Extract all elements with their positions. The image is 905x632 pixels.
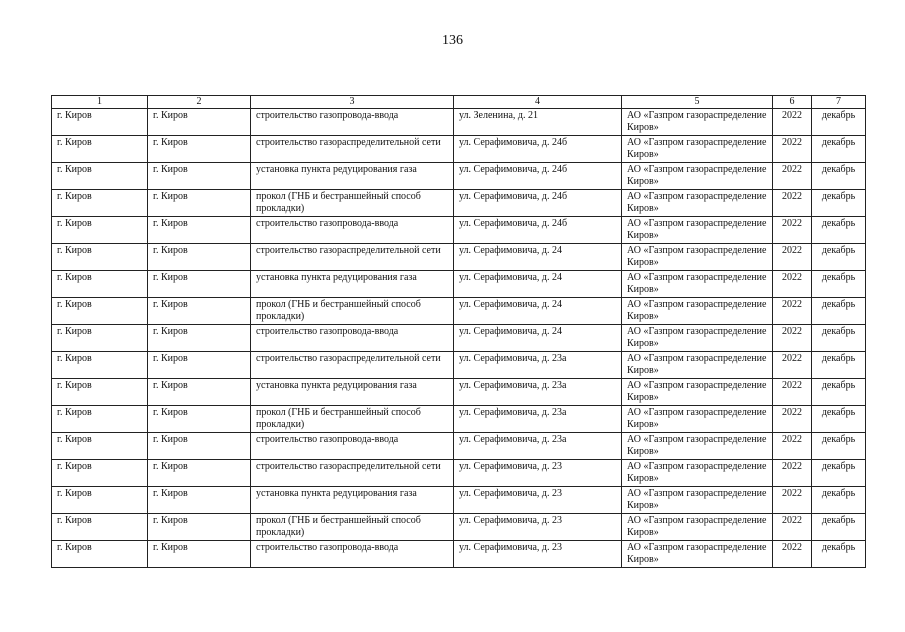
year-cell: 2022 — [773, 433, 812, 460]
month-cell: декабрь — [812, 217, 866, 244]
year-cell: 2022 — [773, 325, 812, 352]
address-cell: ул. Серафимовича, д. 23 — [454, 541, 622, 568]
column-header: 4 — [454, 96, 622, 109]
work-type-cell: строительство газораспределительной сети — [251, 136, 454, 163]
city-cell: г. Киров — [52, 244, 148, 271]
month-cell: декабрь — [812, 109, 866, 136]
settlement-cell: г. Киров — [148, 460, 251, 487]
year-cell: 2022 — [773, 406, 812, 433]
table-row — [52, 514, 866, 541]
address-cell: ул. Серафимовича, д. 24б — [454, 136, 622, 163]
table-body — [52, 109, 866, 568]
year-cell: 2022 — [773, 514, 812, 541]
year-cell: 2022 — [773, 217, 812, 244]
organization-cell: АО «Газпром газораспределение Киров» — [622, 163, 773, 190]
address-cell: ул. Серафимовича, д. 24 — [454, 325, 622, 352]
organization-cell: АО «Газпром газораспределение Киров» — [622, 325, 773, 352]
table-row — [52, 298, 866, 325]
city-cell: г. Киров — [52, 109, 148, 136]
city-cell: г. Киров — [52, 460, 148, 487]
work-type-cell: прокол (ГНБ и бестраншейный способ прокладки) — [251, 298, 454, 325]
city-cell: г. Киров — [52, 487, 148, 514]
month-cell: декабрь — [812, 325, 866, 352]
month-cell: декабрь — [812, 163, 866, 190]
table-row — [52, 487, 866, 514]
settlement-cell: г. Киров — [148, 406, 251, 433]
work-type-cell: прокол (ГНБ и бестраншейный способ прокладки) — [251, 190, 454, 217]
column-header: 7 — [812, 96, 866, 109]
year-cell: 2022 — [773, 244, 812, 271]
settlement-cell: г. Киров — [148, 352, 251, 379]
month-cell: декабрь — [812, 541, 866, 568]
organization-cell: АО «Газпром газораспределение Киров» — [622, 487, 773, 514]
address-cell: ул. Зеленина, д. 21 — [454, 109, 622, 136]
month-cell: декабрь — [812, 406, 866, 433]
month-cell: декабрь — [812, 271, 866, 298]
work-type-cell: строительство газопровода-ввода — [251, 109, 454, 136]
table-row — [52, 244, 866, 271]
table-row — [52, 379, 866, 406]
settlement-cell: г. Киров — [148, 190, 251, 217]
month-cell: декабрь — [812, 352, 866, 379]
settlement-cell: г. Киров — [148, 325, 251, 352]
city-cell: г. Киров — [52, 190, 148, 217]
settlement-cell: г. Киров — [148, 541, 251, 568]
work-type-cell: строительство газопровода-ввода — [251, 541, 454, 568]
year-cell: 2022 — [773, 541, 812, 568]
work-type-cell: прокол (ГНБ и бестраншейный способ прокладки) — [251, 514, 454, 541]
address-cell: ул. Серафимовича, д. 23а — [454, 352, 622, 379]
city-cell: г. Киров — [52, 406, 148, 433]
organization-cell: АО «Газпром газораспределение Киров» — [622, 136, 773, 163]
year-cell: 2022 — [773, 163, 812, 190]
month-cell: декабрь — [812, 298, 866, 325]
address-cell: ул. Серафимовича, д. 24б — [454, 163, 622, 190]
table-row — [52, 460, 866, 487]
address-cell: ул. Серафимовича, д. 23 — [454, 514, 622, 541]
table-row — [52, 271, 866, 298]
column-header: 6 — [773, 96, 812, 109]
year-cell: 2022 — [773, 190, 812, 217]
month-cell: декабрь — [812, 379, 866, 406]
settlement-cell: г. Киров — [148, 163, 251, 190]
organization-cell: АО «Газпром газораспределение Киров» — [622, 190, 773, 217]
year-cell: 2022 — [773, 136, 812, 163]
column-number-row — [52, 96, 866, 109]
work-type-cell: строительство газораспределительной сети — [251, 244, 454, 271]
address-cell: ул. Серафимовича, д. 23а — [454, 379, 622, 406]
work-type-cell: установка пункта редуцирования газа — [251, 379, 454, 406]
address-cell: ул. Серафимовича, д. 24 — [454, 244, 622, 271]
settlement-cell: г. Киров — [148, 217, 251, 244]
settlement-cell: г. Киров — [148, 136, 251, 163]
table-row — [52, 352, 866, 379]
table-row — [52, 190, 866, 217]
settlement-cell: г. Киров — [148, 244, 251, 271]
data-table — [51, 95, 866, 568]
organization-cell: АО «Газпром газораспределение Киров» — [622, 541, 773, 568]
month-cell: декабрь — [812, 514, 866, 541]
settlement-cell: г. Киров — [148, 298, 251, 325]
month-cell: декабрь — [812, 433, 866, 460]
organization-cell: АО «Газпром газораспределение Киров» — [622, 271, 773, 298]
work-type-cell: установка пункта редуцирования газа — [251, 271, 454, 298]
organization-cell: АО «Газпром газораспределение Киров» — [622, 109, 773, 136]
year-cell: 2022 — [773, 298, 812, 325]
organization-cell: АО «Газпром газораспределение Киров» — [622, 217, 773, 244]
address-cell: ул. Серафимовича, д. 24б — [454, 190, 622, 217]
settlement-cell: г. Киров — [148, 514, 251, 541]
table-row — [52, 163, 866, 190]
settlement-cell: г. Киров — [148, 487, 251, 514]
column-header: 2 — [148, 96, 251, 109]
organization-cell: АО «Газпром газораспределение Киров» — [622, 460, 773, 487]
address-cell: ул. Серафимовича, д. 24б — [454, 217, 622, 244]
city-cell: г. Киров — [52, 352, 148, 379]
settlement-cell: г. Киров — [148, 109, 251, 136]
city-cell: г. Киров — [52, 163, 148, 190]
city-cell: г. Киров — [52, 514, 148, 541]
address-cell: ул. Серафимовича, д. 23а — [454, 406, 622, 433]
table-row — [52, 136, 866, 163]
organization-cell: АО «Газпром газораспределение Киров» — [622, 352, 773, 379]
city-cell: г. Киров — [52, 217, 148, 244]
year-cell: 2022 — [773, 109, 812, 136]
year-cell: 2022 — [773, 271, 812, 298]
settlement-cell: г. Киров — [148, 271, 251, 298]
city-cell: г. Киров — [52, 541, 148, 568]
address-cell: ул. Серафимовича, д. 23 — [454, 460, 622, 487]
year-cell: 2022 — [773, 487, 812, 514]
address-cell: ул. Серафимовича, д. 23а — [454, 433, 622, 460]
work-type-cell: строительство газопровода-ввода — [251, 433, 454, 460]
organization-cell: АО «Газпром газораспределение Киров» — [622, 433, 773, 460]
city-cell: г. Киров — [52, 325, 148, 352]
work-type-cell: установка пункта редуцирования газа — [251, 487, 454, 514]
table-row — [52, 433, 866, 460]
year-cell: 2022 — [773, 460, 812, 487]
organization-cell: АО «Газпром газораспределение Киров» — [622, 406, 773, 433]
work-type-cell: строительство газораспределительной сети — [251, 460, 454, 487]
table-row — [52, 325, 866, 352]
work-type-cell: прокол (ГНБ и бестраншейный способ прокладки) — [251, 406, 454, 433]
month-cell: декабрь — [812, 136, 866, 163]
settlement-cell: г. Киров — [148, 433, 251, 460]
column-header: 5 — [622, 96, 773, 109]
address-cell: ул. Серафимовича, д. 24 — [454, 298, 622, 325]
city-cell: г. Киров — [52, 379, 148, 406]
address-cell: ул. Серафимовича, д. 24 — [454, 271, 622, 298]
address-cell: ул. Серафимовича, д. 23 — [454, 487, 622, 514]
table-row — [52, 541, 866, 568]
column-header: 1 — [52, 96, 148, 109]
work-type-cell: установка пункта редуцирования газа — [251, 163, 454, 190]
table-row — [52, 217, 866, 244]
organization-cell: АО «Газпром газораспределение Киров» — [622, 379, 773, 406]
work-type-cell: строительство газопровода-ввода — [251, 217, 454, 244]
table-row — [52, 406, 866, 433]
year-cell: 2022 — [773, 379, 812, 406]
work-type-cell: строительство газораспределительной сети — [251, 352, 454, 379]
city-cell: г. Киров — [52, 136, 148, 163]
organization-cell: АО «Газпром газораспределение Киров» — [622, 514, 773, 541]
organization-cell: АО «Газпром газораспределение Киров» — [622, 244, 773, 271]
city-cell: г. Киров — [52, 298, 148, 325]
page-number: 136 — [442, 33, 463, 48]
column-header: 3 — [251, 96, 454, 109]
month-cell: декабрь — [812, 460, 866, 487]
city-cell: г. Киров — [52, 433, 148, 460]
month-cell: декабрь — [812, 487, 866, 514]
work-type-cell: строительство газопровода-ввода — [251, 325, 454, 352]
month-cell: декабрь — [812, 244, 866, 271]
city-cell: г. Киров — [52, 271, 148, 298]
settlement-cell: г. Киров — [148, 379, 251, 406]
year-cell: 2022 — [773, 352, 812, 379]
month-cell: декабрь — [812, 190, 866, 217]
table-row — [52, 109, 866, 136]
organization-cell: АО «Газпром газораспределение Киров» — [622, 298, 773, 325]
